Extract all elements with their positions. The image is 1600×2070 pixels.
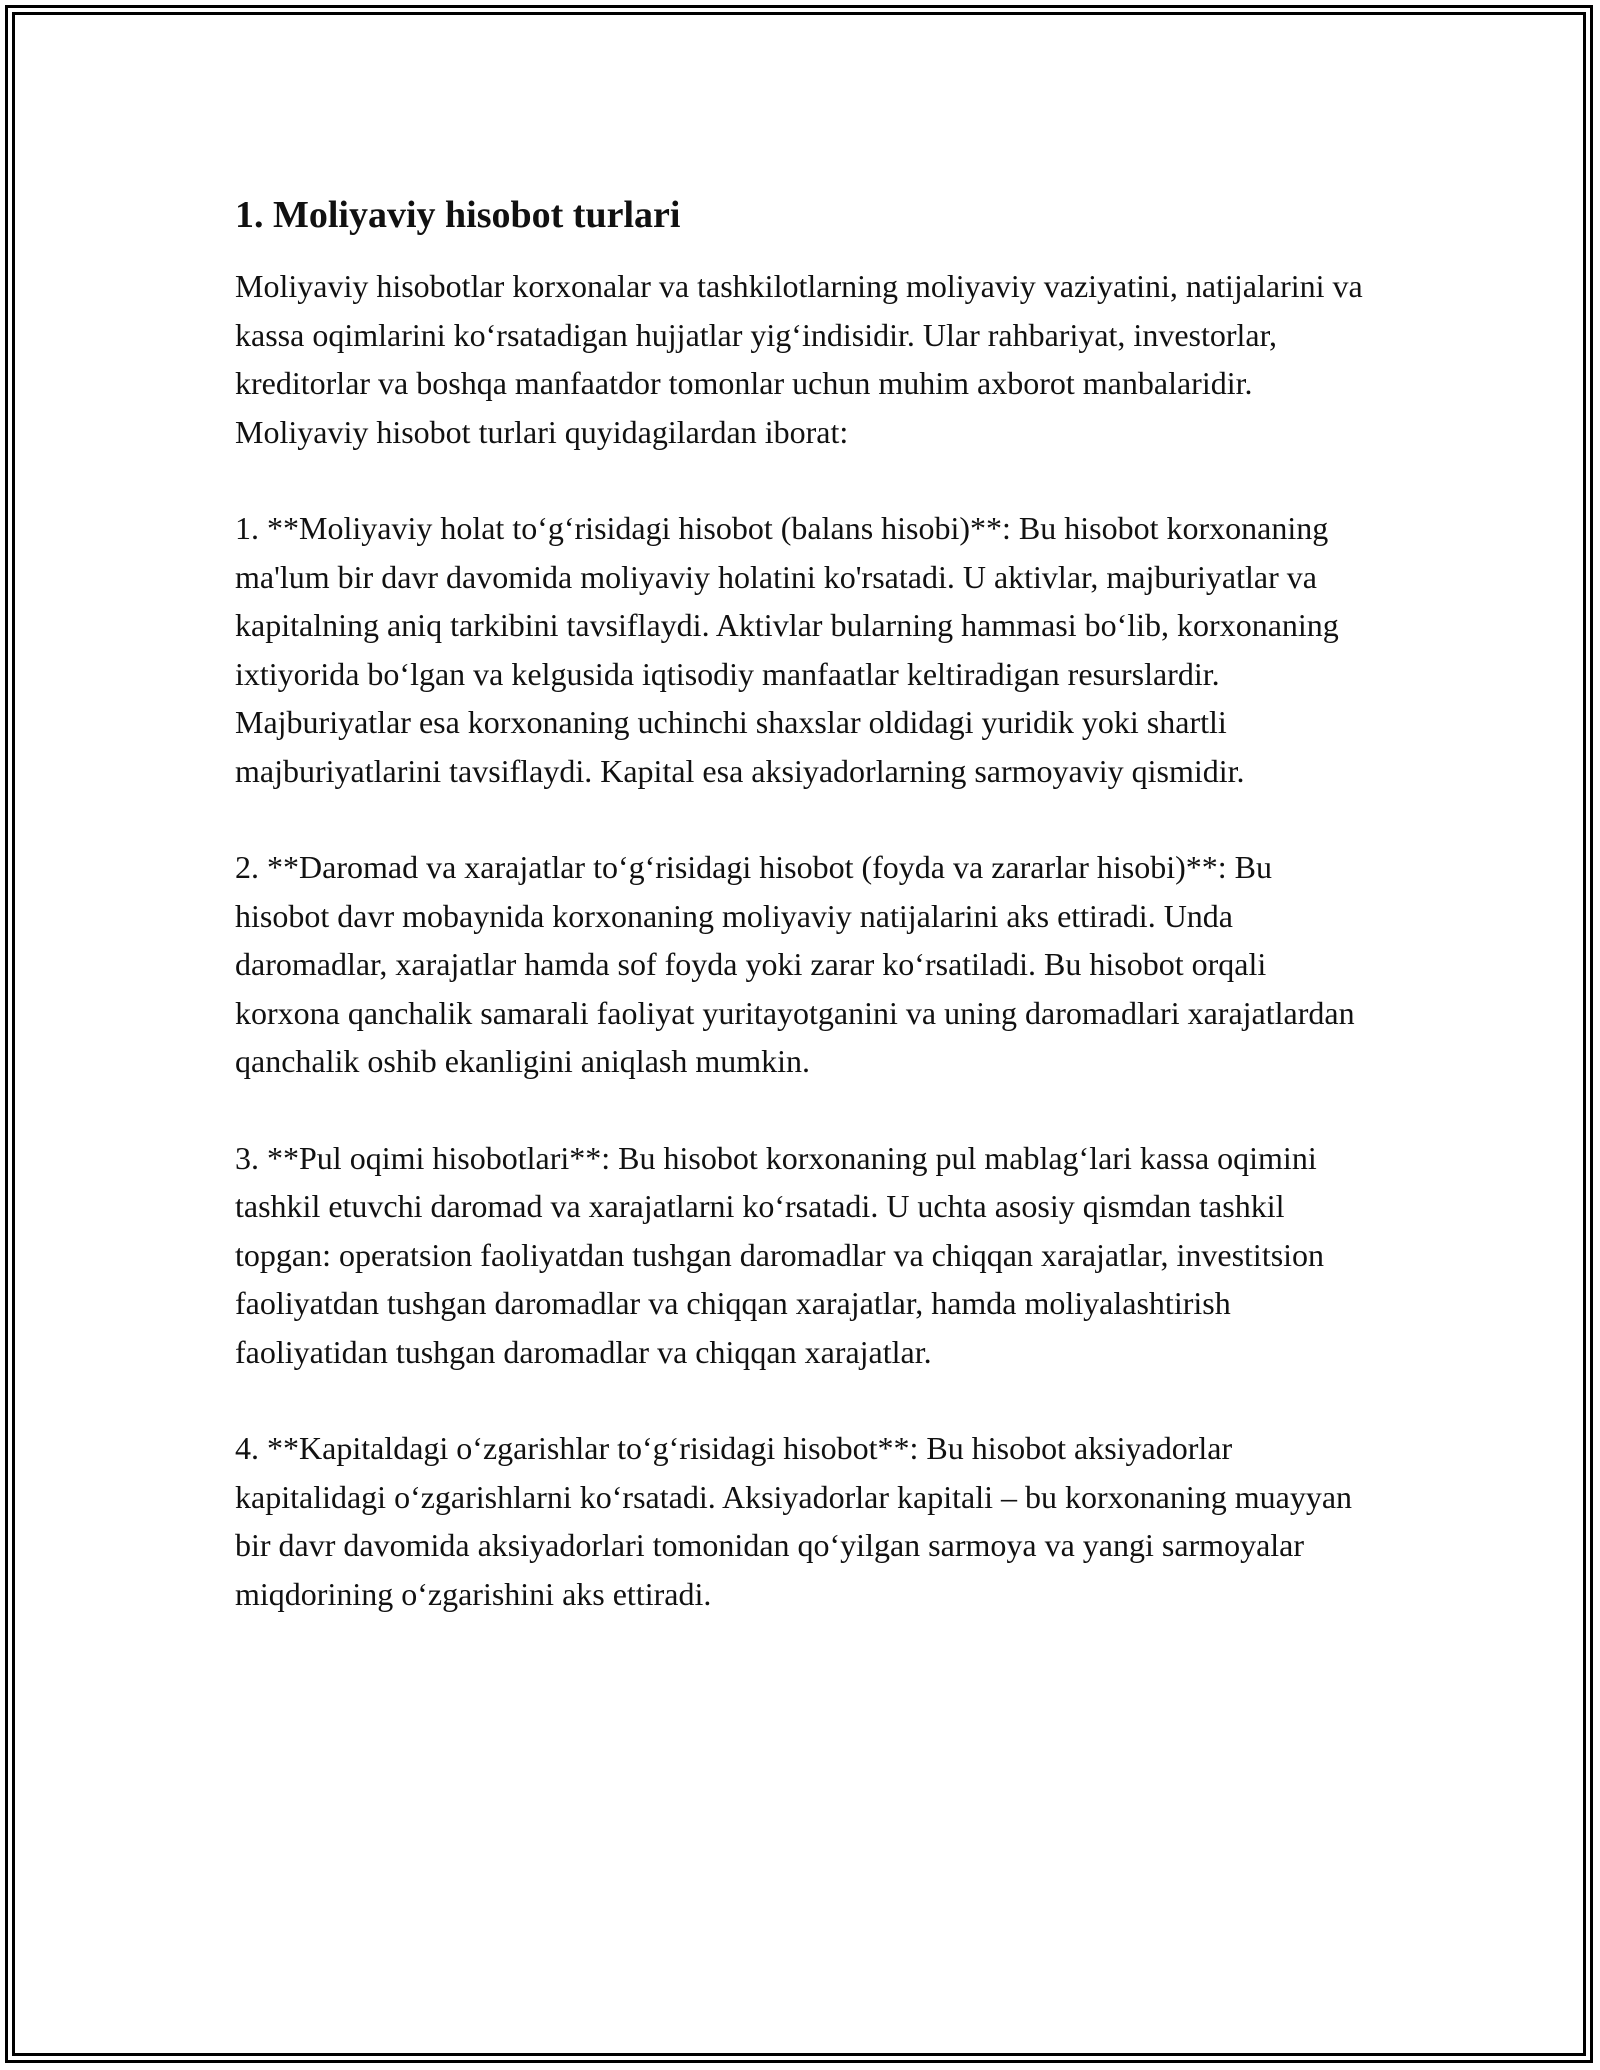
section-title: 1. Moliyaviy hisobot turlari [235, 194, 681, 236]
list-item-balance-sheet: 1. **Moliyaviy holat toʻgʻrisidagi hisobot (balans hisobi)**: Bu hisobot korxonaning ma'lum bir davr davomida moliyaviy holatini ko'rsatadi. U aktivlar, majburiyatlar va kapitalning aniq tarkibini tavsiflaydi. Aktivlar bularning hammasi boʻlib, korxonaning ixtiyorida boʻlgan va kelgusida iqtisodiy manfaatlar keltiradigan resurslardir. Majburiyatlar esa korxonaning uchinchi shaxslar oldidagi yuridik yoki shartli majburiyatlarini tavsiflaydi. Kapital esa aksiyadorlarning sarmoyaviy qismidir. [235, 510, 1339, 789]
list-item-equity-changes: 4. **Kapitaldagi oʻzgarishlar toʻgʻrisidagi hisobot**: Bu hisobot aksiyadorlar kapitalidagi oʻzgarishlarni koʻrsatadi. Aksiyadorlar kapitali – bu korxonaning muayyan bir davr davomida aksiyadorlari tomonidan qoʻyilgan sarmoya va yangi sarmoyalar miqdorining oʻzgarishini aks ettiradi. [235, 1430, 1353, 1612]
intro-paragraph: Moliyaviy hisobotlar korxonalar va tashkilotlarning moliyaviy vaziyatini, natijalarini va kassa oqimlarini koʻrsatadigan hujjatlar yigʻindisidir. Ular rahbariyat, investorlar, kreditorlar va boshqa manfaatdor tomonlar uchun muhim axborot manbalaridir. Moliyaviy hisobot turlari quyidagilardan iborat: [235, 268, 1363, 450]
list-item-cash-flow: 3. **Pul oqimi hisobotlari**: Bu hisobot korxonaning pul mablagʻlari kassa oqimini tashkil etuvchi daromad va xarajatlarni koʻrsatadi. U uchta asosiy qismdan tashkil topgan: operatsion faoliyatdan tushgan daromadlar va chiqqan xarajatlar, investitsion faoliyatdan tushgan daromadlar va chiqqan xarajatlar, hamda moliyalashtirish faoliyatidan tushgan daromadlar va chiqqan xarajatlar. [235, 1139, 1325, 1370]
list-item-income-statement: 2. **Daromad va xarajatlar toʻgʻrisidagi hisobot (foyda va zararlar hisobi)**: Bu hisobot davr mobaynida korxonaning moliyaviy natijalarini aks ettiradi. Unda daromadlar, xarajatlar hamda sof foyda yoki zarar koʻrsatiladi. Bu hisobot orqali korxona qanchalik samarali faoliyat yuritayotganini va uning daromadlari xarajatlardan qanchalik oshib ekanligini aniqlash mumkin. [235, 849, 1355, 1079]
document-body [235, 190, 1365, 1666]
